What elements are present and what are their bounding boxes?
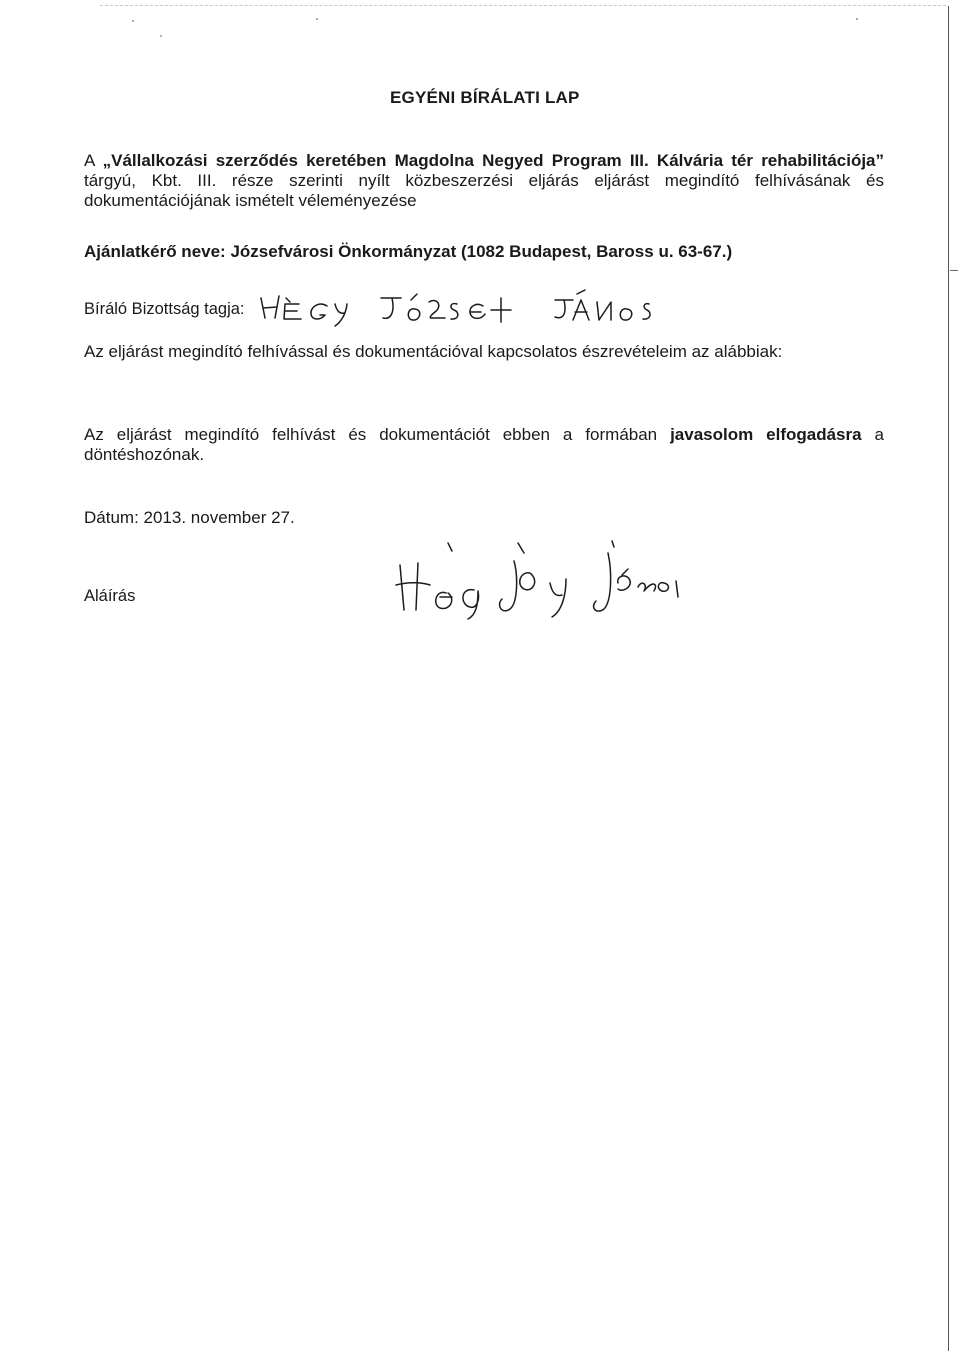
proposal-text-start: Az eljárást megindító felhívást és dokumentációt ebben a formában [84,425,671,444]
subject-text-end: tárgyú, Kbt. III. része szerinti nyílt közbeszerzési eljárás eljárást megindító felhívásának és dokumentációjának ismételt véleményezése [84,171,884,210]
scan-right-edge [948,6,949,1351]
subject-text-start: A [84,151,103,170]
signature-label: Aláírás [84,587,136,605]
subject-project-name: „Vállalkozási szerződés keretében Magdolna Negyed Program III. Kálvária tér rehabilitációja” [102,151,885,170]
contracting-authority: Ajánlatkérő neve: Józsefvárosi Önkormányzat (1082 Budapest, Baross u. 63-67.) [84,242,733,261]
reviewer-label: Bíráló Bizottság tagja: [84,300,245,318]
page-title: EGYÉNI BÍRÁLATI LAP [390,88,580,107]
proposal-paragraph [84,425,884,465]
proposal-text-end: a döntéshozónak. [84,425,884,464]
scan-top-edge [100,5,946,6]
reviewer-name-handwriting [255,282,675,330]
review-date: Dátum: 2013. november 27. [84,508,295,527]
signature-handwriting [390,535,690,620]
subject-paragraph [84,151,884,211]
scan-edge-mark [950,270,958,271]
scan-speck [316,18,318,20]
proposal-recommendation: javasolom elfogadásra [670,425,862,444]
scan-speck [132,20,134,22]
scan-speck [160,35,162,37]
scan-speck [856,18,858,20]
remarks-intro: Az eljárást megindító felhívással és dokumentációval kapcsolatos észrevételeim az alábbiak: [84,342,783,361]
